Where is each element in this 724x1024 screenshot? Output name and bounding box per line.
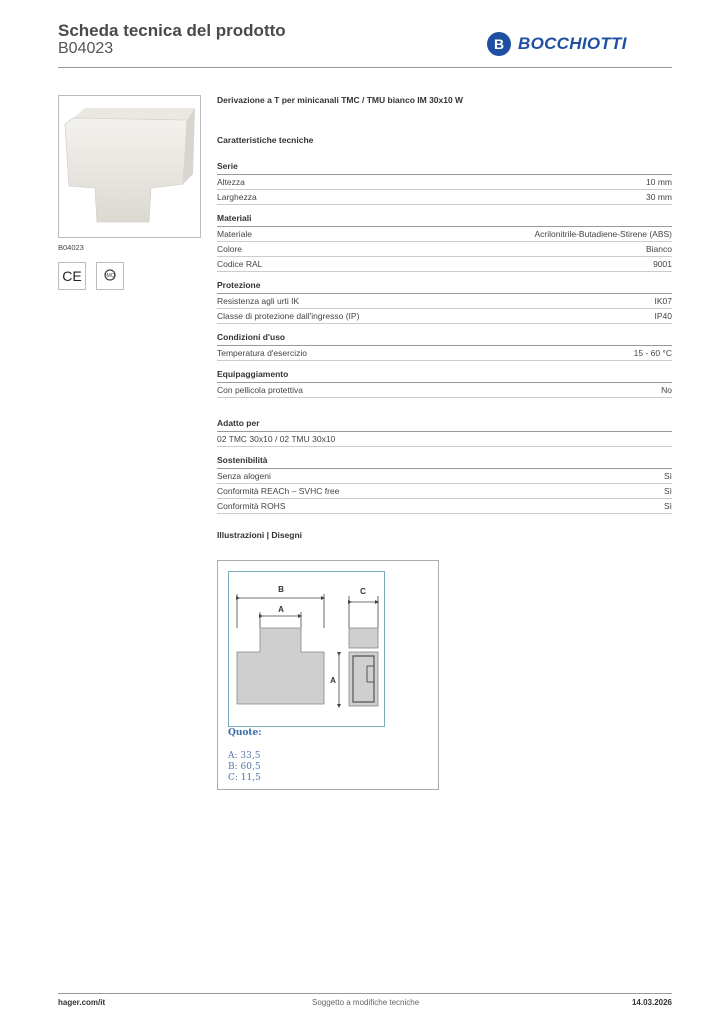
dim-label-a: A bbox=[278, 605, 284, 614]
dim-label-a-side: A bbox=[330, 676, 336, 685]
spec-row: Altezza 10 mm bbox=[217, 175, 672, 190]
spec-row: 02 TMC 30x10 / 02 TMU 30x10 bbox=[217, 432, 672, 447]
spec-row: Senza alogeni Sì bbox=[217, 469, 672, 484]
spec-column bbox=[217, 95, 672, 540]
product-image bbox=[58, 95, 201, 238]
spec-row: Resistenza agli urti IK IK07 bbox=[217, 294, 672, 309]
imq-mark bbox=[96, 262, 124, 290]
spec-row: Classe di protezione dall'ingresso (IP) IP40 bbox=[217, 309, 672, 324]
group-equipaggiamento: Equipaggiamento Con pellicola protettiva No bbox=[217, 369, 672, 398]
quote-a: A: 33,5 bbox=[228, 751, 261, 761]
bocchiotti-logo-icon bbox=[486, 31, 512, 57]
spec-row: Temperatura d'esercizio 15 - 60 °C bbox=[217, 346, 672, 361]
quote-b: B: 60,5 bbox=[228, 762, 261, 772]
footer-divider bbox=[58, 993, 672, 994]
spec-row: Codice RAL 9001 bbox=[217, 257, 672, 272]
dim-label-b: B bbox=[278, 585, 284, 594]
group-protezione: Protezione Resistenza agli urti IK IK07 Classe di protezione dall'ingresso (IP) IP40 bbox=[217, 280, 672, 324]
group-sostenibilita: Sostenibilità Senza alogeni Sì Conformità REACh – SVHC free Sì Conformità ROHS Sì bbox=[217, 455, 672, 514]
group-condizioni: Condizioni d'uso Temperatura d'esercizio 15 - 60 °C bbox=[217, 332, 672, 361]
ce-label: CE bbox=[62, 268, 82, 284]
quote-title: Quote: bbox=[228, 728, 262, 738]
footer-note: Soggetto a modifiche tecniche bbox=[312, 998, 420, 1007]
image-caption: B04023 bbox=[58, 243, 84, 252]
product-code-heading: B04023 bbox=[58, 40, 114, 57]
ce-mark bbox=[58, 262, 86, 290]
footer-website: hager.com/it bbox=[58, 998, 106, 1007]
group-serie: Serie Altezza 10 mm Larghezza 30 mm bbox=[217, 161, 672, 205]
spec-row: Larghezza 30 mm bbox=[217, 190, 672, 205]
product-title: Derivazione a T per minicanali TMC / TMU bianco IM 30x10 W bbox=[217, 95, 464, 105]
imq-icon bbox=[102, 268, 118, 284]
spec-row: Con pellicola protettiva No bbox=[217, 383, 672, 398]
page-title: Scheda tecnica del prodotto bbox=[58, 21, 286, 40]
quote-c: C: 11,5 bbox=[228, 773, 261, 783]
svg-text:IMQ: IMQ bbox=[105, 273, 115, 279]
dim-label-c: C bbox=[360, 587, 366, 596]
drawing-frame bbox=[228, 571, 385, 727]
spec-row: Conformità ROHS Sì bbox=[217, 499, 672, 514]
group-materiali: Materiali Materiale Acrilonitrile-Butadiene-Stirene (ABS) Colore Bianco Codice RAL 9001 bbox=[217, 213, 672, 272]
spec-row: Conformità REACh – SVHC free Sì bbox=[217, 484, 672, 499]
brand-name: BOCCHIOTTI bbox=[518, 34, 627, 53]
brand-logo bbox=[486, 30, 668, 58]
footer-date: 14.03.2026 bbox=[631, 998, 672, 1007]
spec-row: Materiale Acrilonitrile-Butadiene-Stirene (ABS) bbox=[217, 227, 672, 242]
illustrations-heading: Illustrazioni | Disegni bbox=[217, 530, 303, 540]
group-adatto-per: Adatto per 02 TMC 30x10 / 02 TMU 30x10 bbox=[217, 418, 672, 447]
svg-text:B: B bbox=[493, 36, 505, 52]
spec-row: Colore Bianco bbox=[217, 242, 672, 257]
technical-drawing bbox=[217, 560, 439, 790]
tech-heading: Caratteristiche tecniche bbox=[217, 135, 314, 145]
header-divider bbox=[58, 67, 672, 68]
